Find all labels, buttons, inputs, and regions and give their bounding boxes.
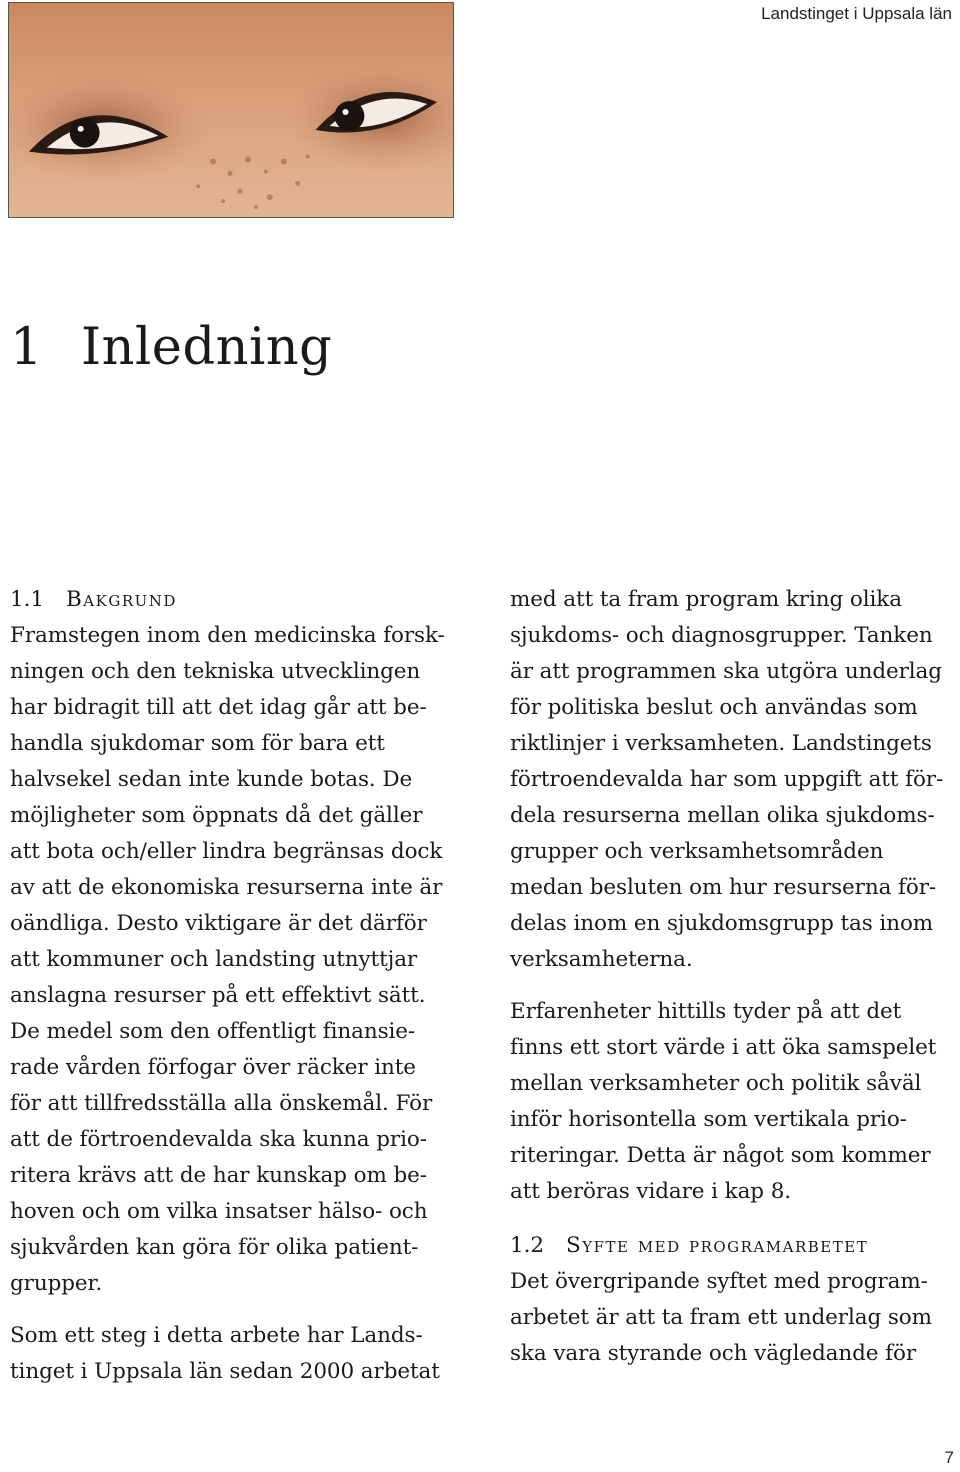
text-line: att bota och/eller lindra begränsas dock [10, 839, 443, 864]
text-line: hoven och om vilka insatser hälso- och [10, 1199, 428, 1224]
text-line: grupper. [10, 1271, 103, 1296]
text-line: oändliga. Desto viktigare är det därför [10, 911, 427, 936]
text-line: rade vården förfogar över räcker inte [10, 1055, 416, 1080]
eyes-photo [8, 2, 454, 218]
text-line: ska vara styrande och vägledande för [510, 1341, 917, 1366]
text-line: finns ett stort värde i att öka samspelet [510, 1035, 937, 1060]
text-line: att beröras vidare i kap 8. [510, 1179, 792, 1204]
text-line: dela resurserna mellan olika sjukdoms- [510, 803, 935, 828]
chapter-title [10, 318, 332, 377]
left-column [10, 582, 455, 1390]
page-number: 7 [944, 1448, 954, 1467]
text-line: anslagna resurser på ett effektivt sätt. [10, 983, 426, 1008]
text-line: för att tillfredsställa alla önskemål. För [10, 1091, 433, 1116]
text-line: tinget i Uppsala län sedan 2000 arbetat [10, 1359, 440, 1384]
text-line: delas inom en sjukdomsgrupp tas inom [510, 911, 934, 936]
text-line: för politiska beslut och användas som [510, 695, 918, 720]
text-line: med att ta fram program kring olika [510, 587, 902, 612]
text-line: är att programmen ska utgöra underlag [510, 659, 942, 684]
text-line: Erfarenheter hittills tyder på att det [510, 999, 902, 1024]
text-line: mellan verksamheter och politik såväl [510, 1071, 922, 1096]
text-line: möjligheter som öppnats då det gäller [10, 803, 423, 828]
section-title: Bakgrund [66, 587, 177, 612]
text-line: grupper och verksamhetsområden [510, 839, 884, 864]
text-line: handla sjukdomar som för bara ett [10, 731, 385, 756]
text-line: medan besluten om hur resurserna för- [510, 875, 937, 900]
section-title: Syfte med programarbetet [566, 1233, 869, 1258]
text-line: att kommuner och landsting utnyttjar [10, 947, 418, 972]
text-line: att de förtroendevalda ska kunna prio- [10, 1127, 427, 1152]
chapter-number: 1 [10, 318, 43, 377]
text-line: verksamheterna. [510, 947, 693, 972]
text-line: sjukdoms- och diagnosgrupper. Tanken [510, 623, 933, 648]
section-number: 1.1 [10, 587, 44, 612]
text-line: halvsekel sedan inte kunde botas. De [10, 767, 413, 792]
text-line: Framstegen inom den medicinska forsk- [10, 623, 445, 648]
chapter-title-text: Inledning [81, 318, 333, 377]
eyes-photo-icon [9, 3, 453, 217]
section-heading-syfte [510, 1228, 955, 1264]
text-line: De medel som den offentligt finansie- [10, 1019, 416, 1044]
text-line: av att de ekonomiska resurserna inte är [10, 875, 443, 900]
text-line: inför horisontella som vertikala prio- [510, 1107, 907, 1132]
text-line: ningen och den tekniska utvecklingen [10, 659, 421, 684]
running-header: Landstinget i Uppsala län [761, 4, 952, 23]
text-line: riktlinjer i verksamheten. Landstingets [510, 731, 932, 756]
text-line: har bidragit till att det idag går att be- [10, 695, 427, 720]
text-line: Som ett steg i detta arbete har Lands- [10, 1323, 423, 1348]
section-heading-bakgrund [10, 582, 455, 618]
text-line: ritera krävs att de har kunskap om be- [10, 1163, 427, 1188]
paragraph-bakgrund-2 [10, 1318, 455, 1390]
paragraph-bakgrund-1 [10, 618, 455, 1302]
paragraph-continuation [510, 582, 955, 978]
text-line: förtroendevalda har som uppgift att för- [510, 767, 944, 792]
text-line: sjukvården kan göra för olika patient- [10, 1235, 419, 1260]
text-line: arbetet är att ta fram ett underlag som [510, 1305, 932, 1330]
text-line: Det övergripande syftet med program- [510, 1269, 928, 1294]
paragraph-erfarenheter [510, 994, 955, 1210]
right-column [510, 582, 955, 1372]
section-number: 1.2 [510, 1233, 544, 1258]
text-line: riteringar. Detta är något som kommer [510, 1143, 931, 1168]
paragraph-syfte [510, 1264, 955, 1372]
